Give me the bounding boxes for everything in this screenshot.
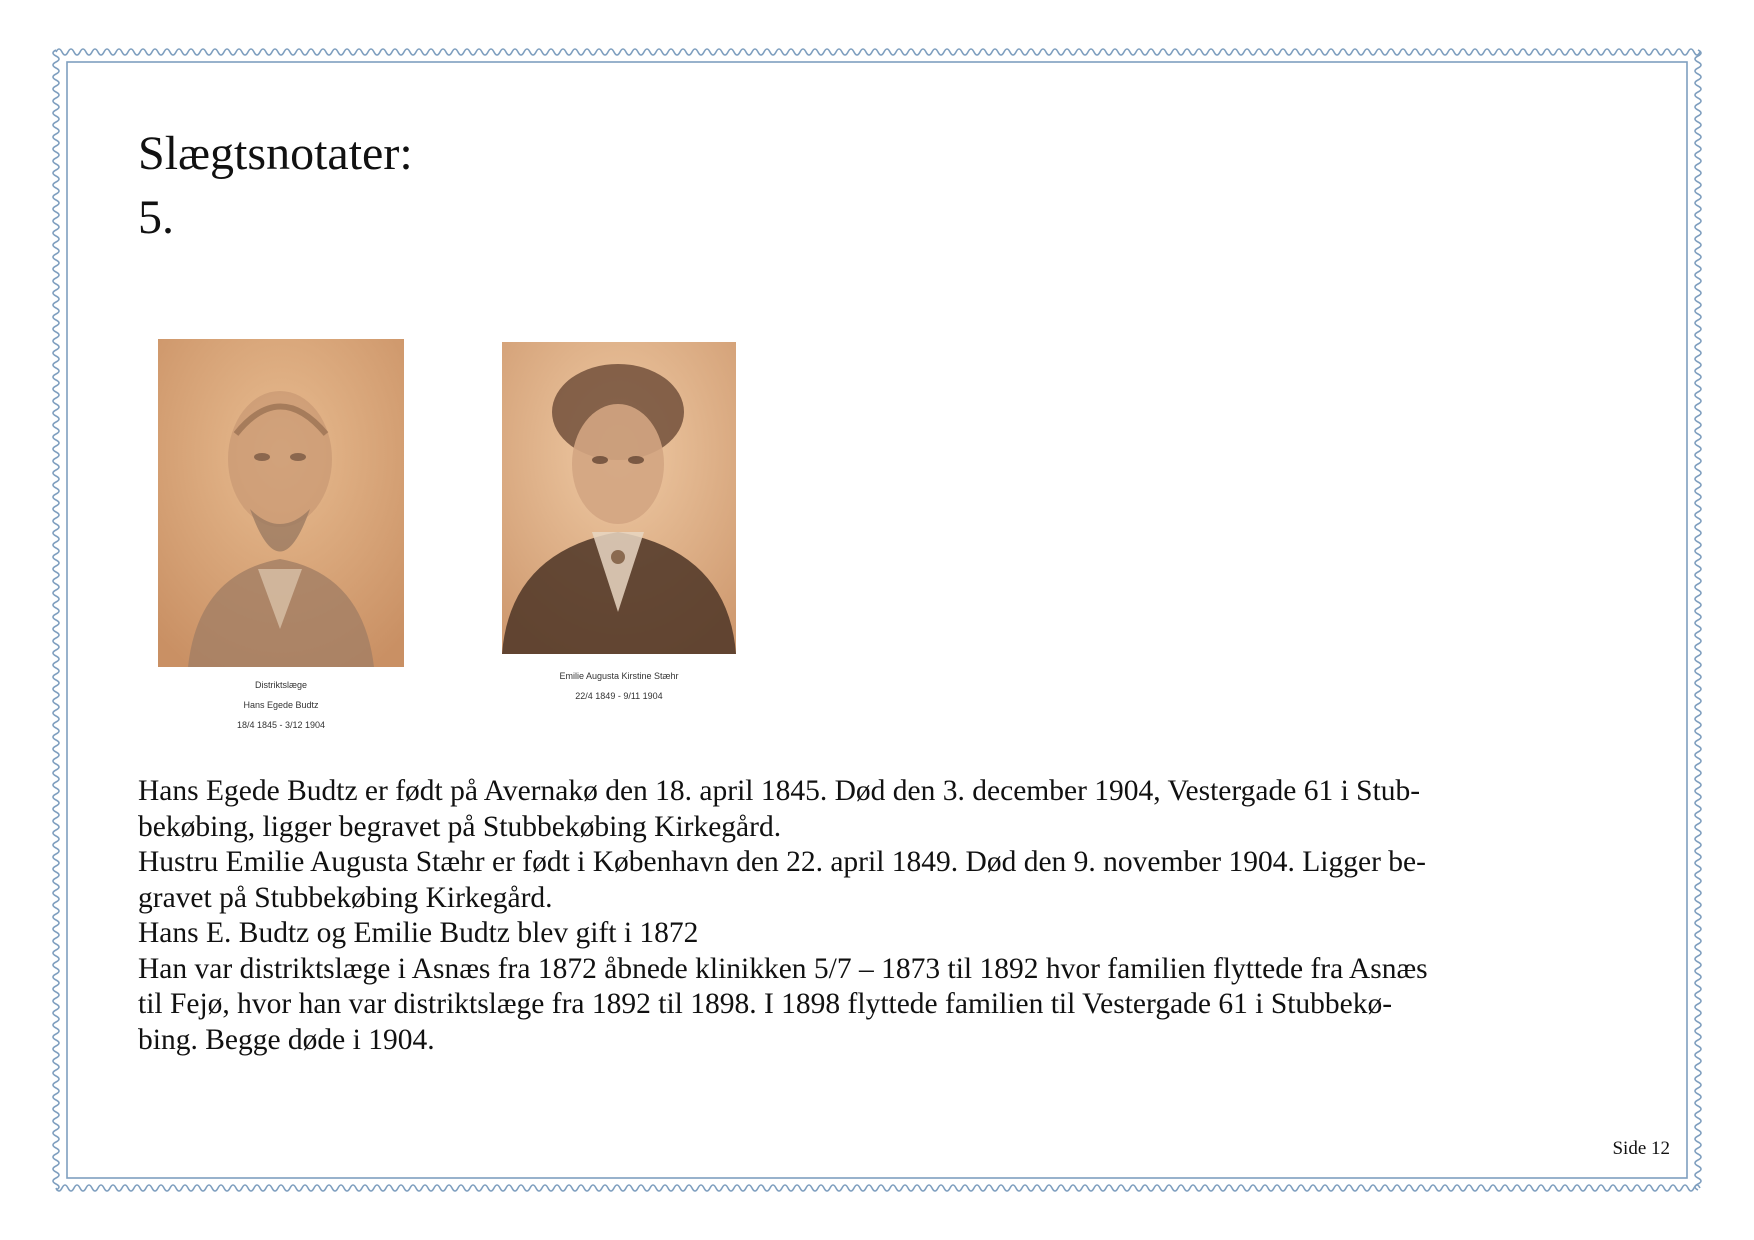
text-line: bekøbing, ligger begravet på Stubbekøbing Kirkegård. — [138, 810, 782, 843]
text-line: bing. Begge døde i 1904. — [138, 1023, 435, 1056]
text-line: Han var distriktslæge i Asnæs fra 1872 åbnede klinikken 5/7 – 1873 til 1892 hvor familien flyttede fra Asnæs — [138, 952, 1428, 985]
title-line-1: Slægtsnotater: — [138, 127, 413, 180]
text-line: Hans Egede Budtz er født på Avernakø den 18. april 1845. Død den 3. december 1904, Vestergade 61 i Stub- — [138, 775, 1421, 807]
caption-line: 18/4 1845 - 3/12 1904 — [236, 720, 326, 730]
text-line: gravet på Stubbekøbing Kirkegård. — [138, 881, 553, 914]
biography-text — [138, 774, 1628, 1058]
caption-line: Hans Egede Budtz — [243, 700, 319, 710]
text-line: til Fejø, hvor han var distriktslæge fra 1892 til 1898. I 1898 flyttede familien til Vestergade 61 i Stubbekø- — [138, 988, 1393, 1020]
caption-line: 22/4 1849 - 9/11 1904 — [575, 691, 663, 701]
caption-line: Distriktslæge — [254, 680, 307, 690]
portrait-photo-emilie — [502, 342, 736, 654]
title-line-2: 5. — [138, 191, 174, 244]
photo-caption-hans — [181, 675, 381, 735]
text-line: Hans E. Budtz og Emilie Budtz blev gift i 1872 — [138, 917, 699, 949]
text-line: Hustru Emilie Augusta Stæhr er født i København den 22. april 1849. Død den 9. november 1904. Ligger be- — [138, 846, 1426, 878]
photo-caption-emilie — [519, 666, 719, 706]
page-number: Side 12 — [1612, 1138, 1670, 1159]
page-title — [138, 122, 413, 250]
portrait-photo-hans — [158, 339, 404, 667]
caption-line: Emilie Augusta Kirstine Stæhr — [559, 671, 679, 681]
